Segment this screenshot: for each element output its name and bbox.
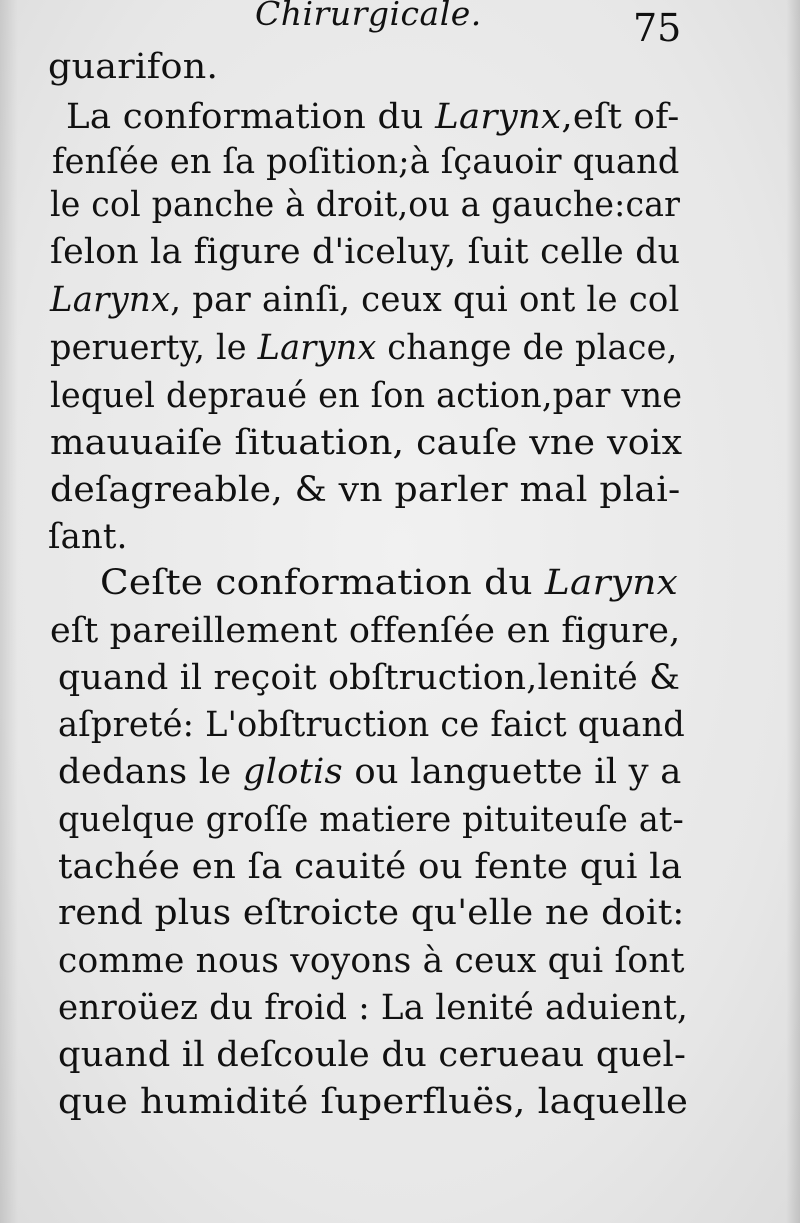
text-line: [58, 1082, 688, 1124]
text-run: eſt pareillement offenſée en figure,: [50, 611, 681, 651]
text-run: tachée en ſa cauité ou fente qui la: [58, 847, 683, 887]
text-line: [48, 47, 218, 89]
text-line: [52, 142, 680, 184]
text-line: [50, 423, 682, 465]
text-run: change de place,: [376, 328, 678, 368]
text-run: quand il reçoit obſtruction,lenité &: [58, 658, 681, 698]
text-run: fenſée en ſa poſition;à ſçauoir quand: [52, 142, 680, 182]
text-run: ,eſt of-: [561, 97, 680, 137]
italic-term: Larynx: [50, 280, 171, 320]
text-line: [50, 232, 680, 274]
text-line: [58, 658, 680, 700]
italic-term: glotis: [242, 752, 343, 792]
text-line: [58, 1035, 686, 1077]
text-line: [58, 941, 685, 983]
text-run: , par ainſi, ceux qui ont le col: [170, 280, 680, 320]
text-line: [50, 328, 678, 370]
italic-term: Larynx: [257, 328, 377, 368]
text-run: dedans le: [58, 752, 243, 792]
text-line: [58, 752, 682, 794]
running-head: Chirurgicale.: [255, 0, 482, 33]
text-line: [50, 280, 680, 322]
text-run: comme nous voyons à ceux qui ſont: [58, 941, 685, 981]
text-run: ſant.: [48, 517, 128, 557]
text-line: [66, 97, 679, 139]
text-run: que humidité ſuperfluës, laquelle: [58, 1082, 689, 1122]
page-edge-shadow: [786, 0, 800, 1223]
text-line: [58, 847, 682, 889]
text-line: [100, 563, 678, 605]
text-run: mauuaiſe ſituation, cauſe vne voix: [50, 423, 683, 463]
text-run: ſelon la figure d'iceluy, ſuit celle du: [50, 232, 681, 272]
text-line: [50, 611, 680, 653]
text-line: [58, 893, 685, 935]
text-line: [50, 470, 680, 512]
text-line: [58, 988, 688, 1030]
text-line: [58, 800, 684, 842]
text-run: Ceſte conformation du: [100, 563, 545, 603]
text-line: [50, 376, 682, 418]
text-run: ou languette il y a: [342, 752, 682, 792]
text-line: [50, 185, 680, 227]
italic-term: Larynx: [544, 563, 678, 603]
text-run: peruerty, le: [50, 328, 258, 368]
text-run: deſagreable, & vn parler mal plai-: [50, 470, 681, 510]
text-run: rend plus eſtroicte qu'elle ne doit:: [58, 893, 685, 933]
text-run: quelque groſſe matiere pituiteuſe at-: [58, 800, 684, 840]
text-run: enroüez du froid : La lenité aduient,: [58, 988, 688, 1028]
text-run: le col panche à droit,ou a gauche:car: [50, 185, 681, 225]
text-run: quand il deſcoule du cerueau quel-: [58, 1035, 687, 1075]
text-run: aſpreté: L'obſtruction ce faict quand: [58, 705, 686, 745]
italic-term: Larynx: [435, 97, 562, 137]
text-run: La conformation du: [66, 97, 436, 137]
page-number: 75: [633, 6, 682, 50]
text-run: lequel depraué en ſon action,par vne: [50, 376, 683, 416]
text-run: guarifon.: [48, 47, 219, 87]
page-gutter-shadow: [0, 0, 18, 1223]
text-line: [58, 705, 685, 747]
text-line: [48, 517, 128, 559]
